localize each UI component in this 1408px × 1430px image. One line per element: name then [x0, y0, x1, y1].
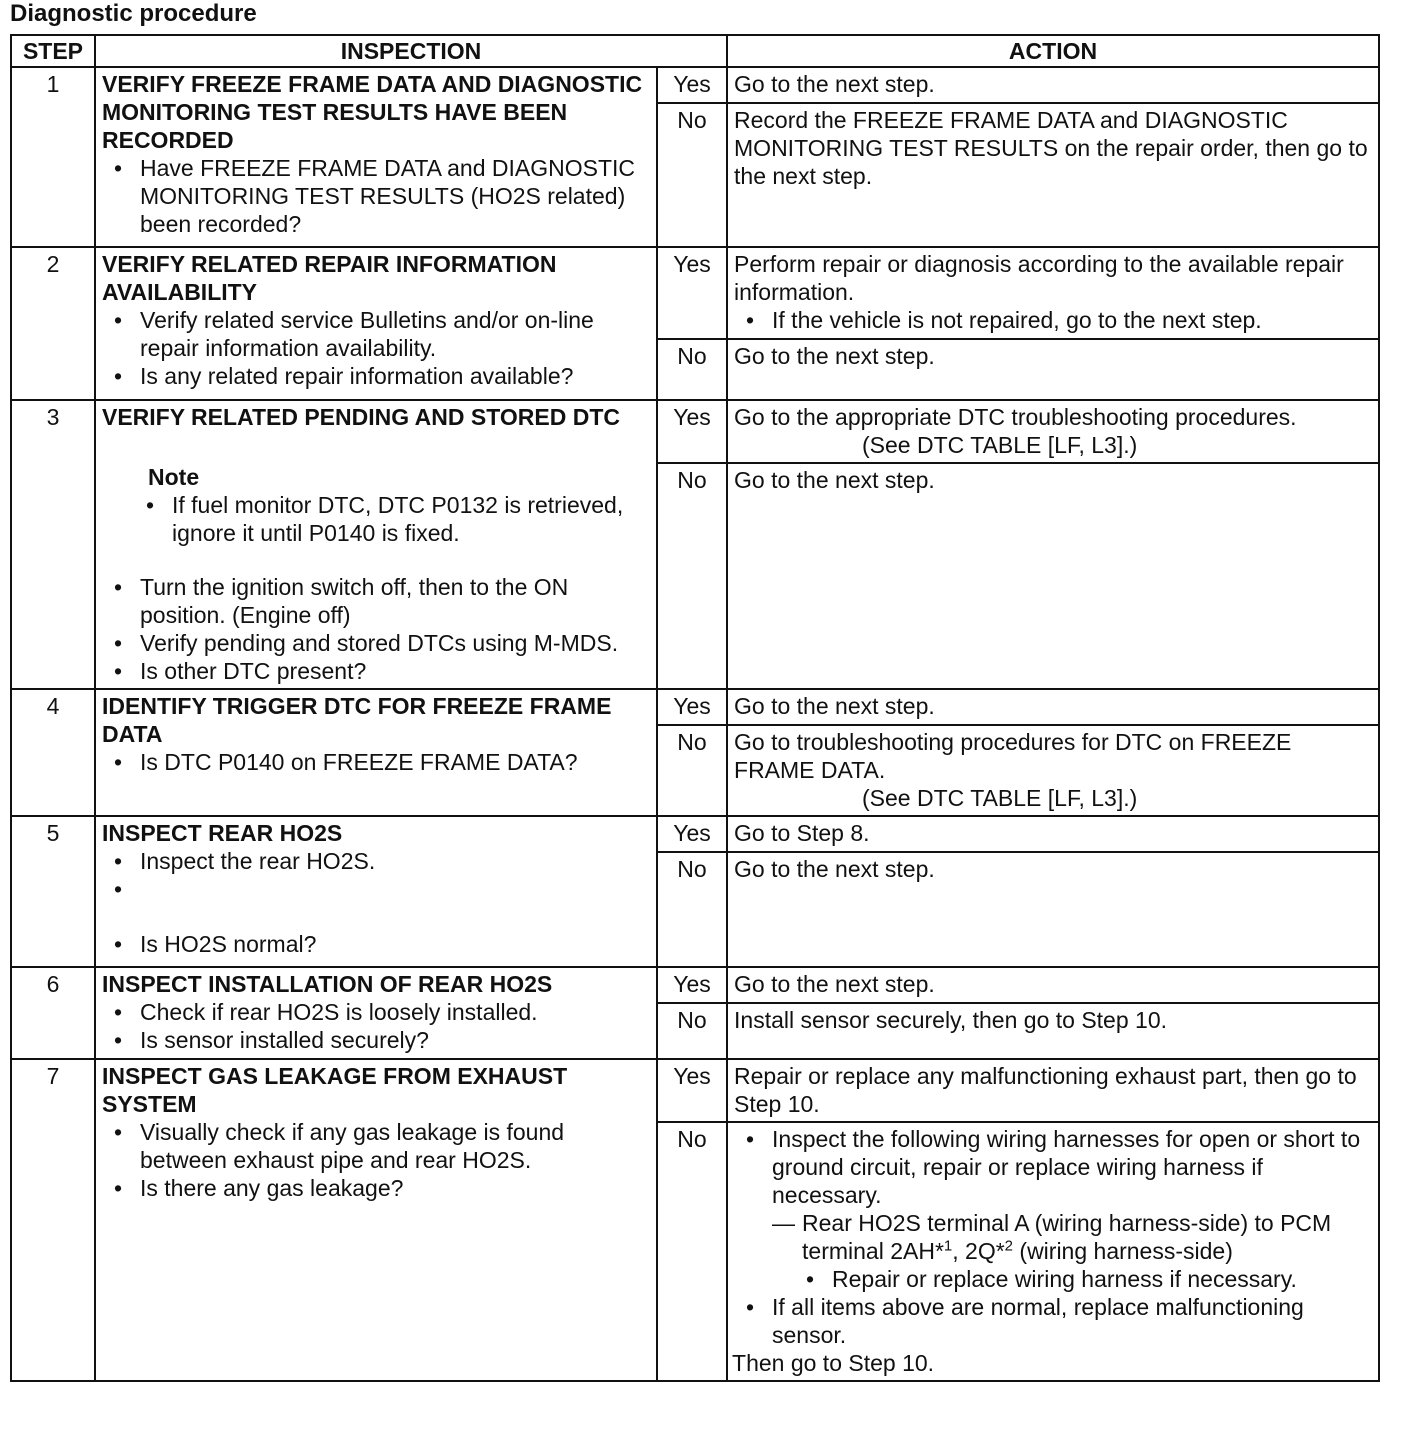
header-inspection: INSPECTION: [95, 35, 727, 67]
inspection-title: INSPECT GAS LEAKAGE FROM EXHAUST SYSTEM: [102, 1063, 568, 1117]
yes-label: Yes: [657, 247, 727, 339]
no-label: No: [657, 103, 727, 247]
inspection-bullets: [102, 847, 650, 958]
inspection-bullet: • Is HO2S normal?: [102, 930, 650, 958]
step-number: 6: [11, 967, 95, 1059]
inspection-bullet: • Is sensor installed securely?: [102, 1026, 650, 1054]
inspection-bullet: • Turn the ignition switch off, then to the ON position. (Engine off): [102, 573, 650, 629]
harness-dash-item: [734, 1209, 1372, 1265]
no-action: Go to the next step.: [727, 463, 1379, 689]
yes-label: Yes: [657, 689, 727, 725]
step-3-inspection: [95, 400, 657, 689]
no-label: No: [657, 725, 727, 816]
inspection-title: INSPECT REAR HO2S: [102, 820, 343, 846]
inspection-bullets: [102, 154, 650, 238]
step-number: 3: [11, 400, 95, 689]
dtc-table-reference: (See DTC TABLE [LF, L3].): [862, 785, 1138, 811]
yes-label: Yes: [657, 1059, 727, 1122]
no-action-text: Go to troubleshooting procedures for DTC on FREEZE FRAME DATA.: [734, 729, 1292, 783]
step-6-inspection: [95, 967, 657, 1059]
no-action-bullets-2: [734, 1293, 1372, 1349]
note-bullets: [102, 491, 650, 547]
step-2-inspection: [95, 247, 657, 400]
step-5-yes-row: [11, 816, 1379, 852]
step-4-yes-row: [11, 689, 1379, 725]
final-instruction: Then go to Step 10.: [732, 1350, 935, 1376]
inspection-title: VERIFY RELATED PENDING AND STORED DTC: [102, 404, 620, 430]
inspection-bullets: [102, 998, 650, 1054]
step-number: 2: [11, 247, 95, 400]
inspection-bullet: • Is any related repair information available?: [102, 362, 650, 390]
inspection-bullets: [102, 748, 650, 776]
page-title: Diagnostic procedure: [10, 0, 257, 27]
no-label: No: [657, 1003, 727, 1059]
no-action-bullets: [734, 1125, 1372, 1209]
step-6-yes-row: [11, 967, 1379, 1003]
dtc-table-reference: (See DTC TABLE [LF, L3].): [862, 432, 1138, 458]
inspection-bullet: • Inspect the rear HO2S.: [102, 847, 650, 875]
inspection-bullet: • Check if rear HO2S is loosely installed.: [102, 998, 650, 1026]
no-label: No: [657, 463, 727, 689]
step-1-yes-row: [11, 67, 1379, 103]
inspection-title: IDENTIFY TRIGGER DTC FOR FREEZE FRAME DATA: [102, 693, 612, 747]
note-block: [102, 463, 650, 547]
yes-action: Go to the next step.: [727, 67, 1379, 103]
inspection-title: VERIFY RELATED REPAIR INFORMATION AVAILABILITY: [102, 251, 557, 305]
yes-label: Yes: [657, 400, 727, 463]
inspection-bullet: • Visually check if any gas leakage is found between exhaust pipe and rear HO2S.: [102, 1118, 650, 1174]
step-3-yes-row: [11, 400, 1379, 463]
yes-action: [727, 247, 1379, 339]
inspection-bullet: • Is DTC P0140 on FREEZE FRAME DATA?: [102, 748, 650, 776]
inspection-bullets: [102, 306, 650, 390]
yes-action: [727, 400, 1379, 463]
inspection-bullet: • Verify pending and stored DTCs using M-MDS.: [102, 629, 650, 657]
harness-text-b: , 2Q*: [952, 1238, 1005, 1264]
header-row: [11, 35, 1379, 67]
harness-text-c: (wiring harness-side): [1013, 1238, 1233, 1264]
yes-action-text: Perform repair or diagnosis according to the available repair information.: [734, 251, 1344, 305]
no-action: Go to the next step.: [727, 852, 1379, 967]
harness-text-a: Rear HO2S terminal A (wiring harness-side) to PCM terminal 2AH*: [802, 1210, 1332, 1264]
step-7-inspection: [95, 1059, 657, 1381]
spacer: [102, 875, 650, 930]
no-action: Record the FREEZE FRAME DATA and DIAGNOSTIC MONITORING TEST RESULTS on the repair order, then go to the next step.: [727, 103, 1379, 247]
step-number: 7: [11, 1059, 95, 1381]
yes-label: Yes: [657, 67, 727, 103]
no-action: Go to the next step.: [727, 339, 1379, 400]
header-step: STEP: [11, 35, 95, 67]
diagnostic-table: [10, 34, 1380, 1382]
harness-sub-bullets: [734, 1265, 1372, 1293]
footnote-1: 1: [943, 1237, 953, 1255]
harness-sub-bullet: • Repair or replace wiring harness if necessary.: [734, 1265, 1372, 1293]
yes-action-bullets: [734, 306, 1372, 334]
yes-action: Go to the next step.: [727, 967, 1379, 1003]
inspection-bullet: • Is there any gas leakage?: [102, 1174, 650, 1202]
note-label: Note: [148, 464, 200, 490]
no-action: Install sensor securely, then go to Step 10.: [727, 1003, 1379, 1059]
step-7-yes-row: [11, 1059, 1379, 1122]
inspection-bullet: • Have FREEZE FRAME DATA and DIAGNOSTIC MONITORING TEST RESULTS (HO2S related) been recorded?: [102, 154, 650, 238]
no-action: [727, 725, 1379, 816]
no-action: [727, 1122, 1379, 1381]
footnote-2: 2: [1004, 1237, 1014, 1255]
step-number: 5: [11, 816, 95, 967]
no-label: No: [657, 852, 727, 967]
inspection-bullets: [102, 573, 650, 685]
no-label: No: [657, 1122, 727, 1381]
yes-label: Yes: [657, 816, 727, 852]
yes-action: Repair or replace any malfunctioning exhaust part, then go to Step 10.: [727, 1059, 1379, 1122]
step-4-inspection: [95, 689, 657, 816]
no-label: No: [657, 339, 727, 400]
yes-action-text: Go to the appropriate DTC troubleshooting procedures.: [734, 404, 1297, 430]
inspection-title: VERIFY FREEZE FRAME DATA AND DIAGNOSTIC MONITORING TEST RESULTS HAVE BEEN RECORDED: [102, 71, 643, 153]
note-bullet: • If fuel monitor DTC, DTC P0132 is retrieved, ignore it until P0140 is fixed.: [102, 491, 650, 547]
inspection-title: INSPECT INSTALLATION OF REAR HO2S: [102, 971, 553, 997]
inspection-bullet: • Is other DTC present?: [102, 657, 650, 685]
step-1-inspection: [95, 67, 657, 247]
step-2-yes-row: [11, 247, 1379, 339]
step-5-inspection: [95, 816, 657, 967]
inspection-bullet: • Verify related service Bulletins and/or on-line repair information availability.: [102, 306, 650, 362]
no-action-bullet: • If all items above are normal, replace malfunctioning sensor.: [734, 1293, 1372, 1349]
yes-action: Go to the next step.: [727, 689, 1379, 725]
step-number: 4: [11, 689, 95, 816]
no-action-bullet: • Inspect the following wiring harnesses for open or short to ground circuit, repair or replace wiring harness if necessary.: [734, 1125, 1372, 1209]
inspection-bullets: [102, 1118, 650, 1202]
yes-action-bullet: • If the vehicle is not repaired, go to the next step.: [734, 306, 1372, 334]
header-action: ACTION: [727, 35, 1379, 67]
yes-label: Yes: [657, 967, 727, 1003]
step-number: 1: [11, 67, 95, 247]
yes-action: Go to Step 8.: [727, 816, 1379, 852]
